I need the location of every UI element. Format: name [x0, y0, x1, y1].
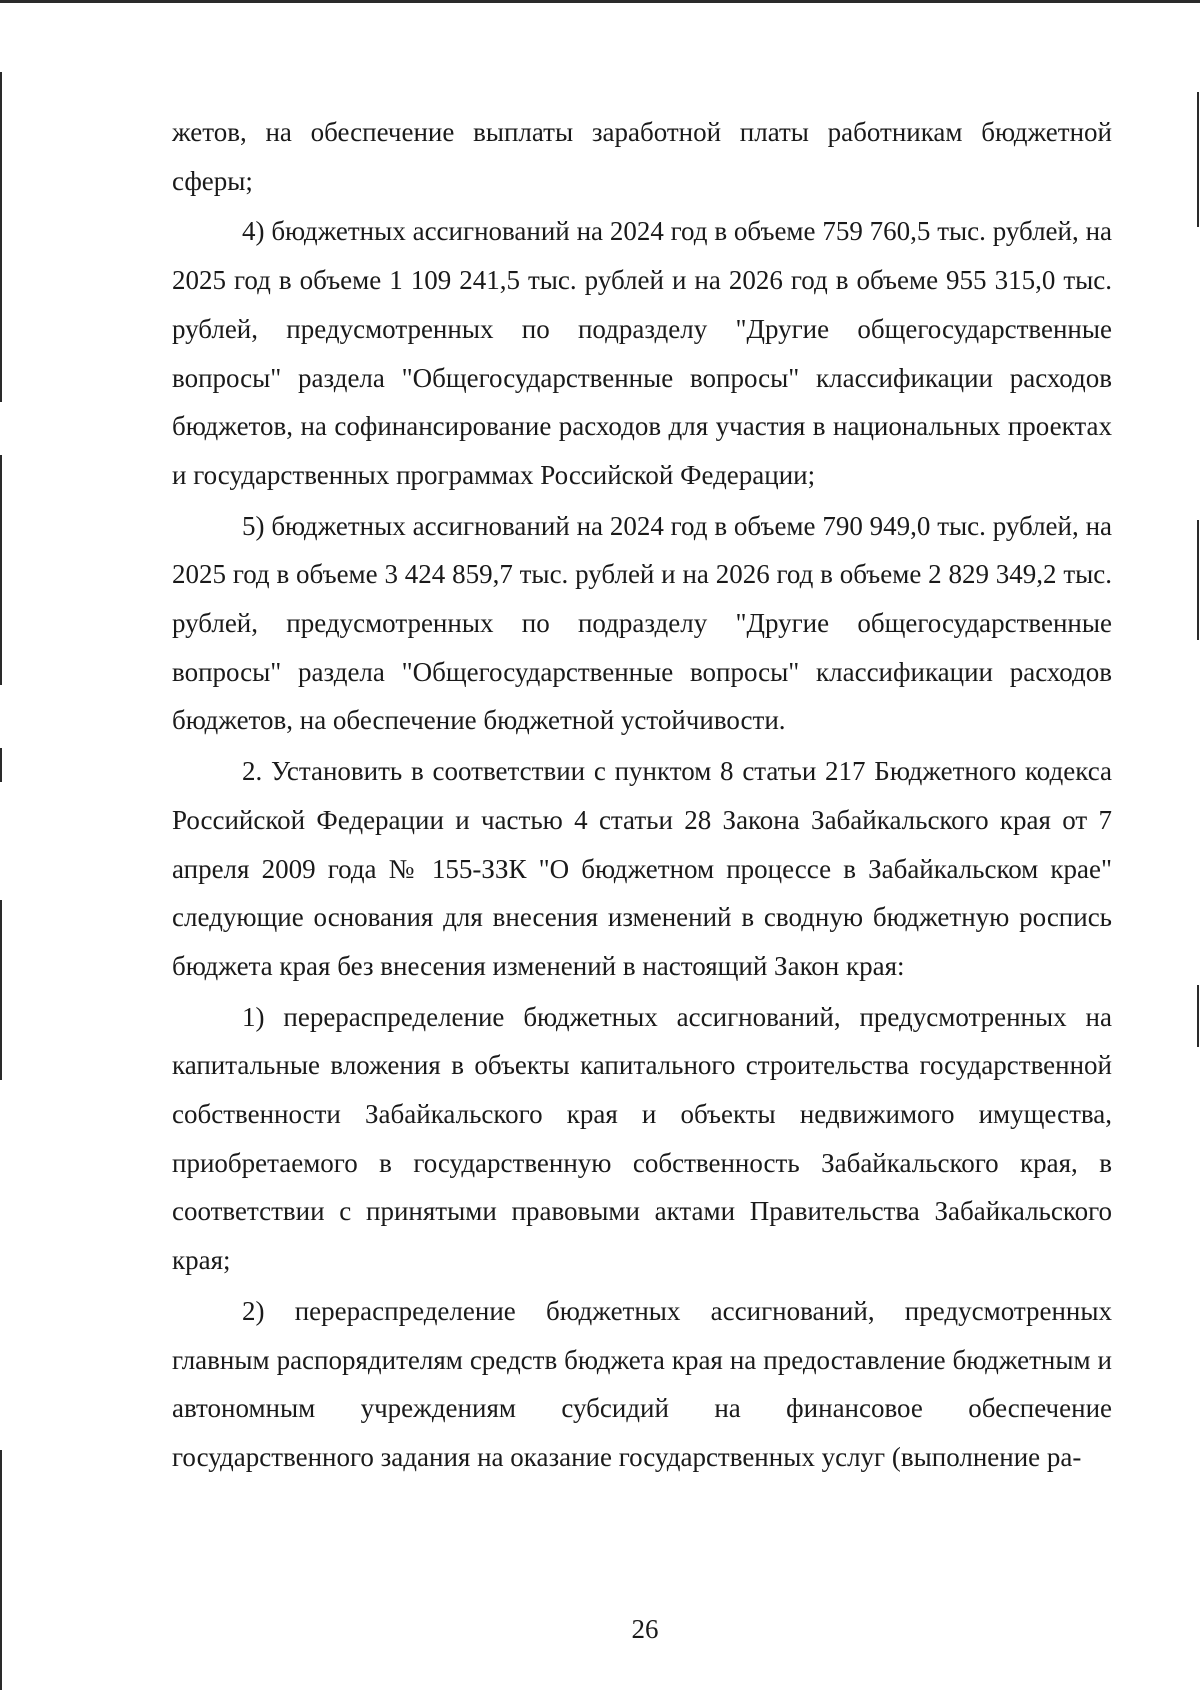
paragraph-continuation: жетов, на обеспечение выплаты заработной платы работникам бюджетной сферы;	[172, 117, 1112, 196]
scan-border-left	[0, 1450, 2, 1690]
scan-border-top	[0, 0, 1200, 3]
scan-border-left	[0, 900, 2, 1080]
scan-border-left	[0, 748, 2, 782]
page-number: 26	[631, 1614, 659, 1644]
paragraph-subitem-1: 1) перераспределение бюджетных ассигнований, предусмотренных на капитальные вложения в объекты капитального строительства государственной собственности Забайкальского края и объекты недвижимого имущества, приобретаемого в государственную собственность Забайкальского края, в соответствии с принятыми правовыми актами Правительства Забайкальского края;	[172, 1001, 1112, 1276]
scan-border-left	[0, 455, 2, 685]
paragraph-item-5: 5) бюджетных ассигнований на 2024 год в объеме 790 949,0 тыс. рублей, на 2025 год в объеме 3 424 859,7 тыс. рублей и на 2026 год в объеме 2 829 349,2 тыс. рублей, предусмотренных по подразделу "Другие общегосударственные вопросы" раздела "Общегосударственные вопросы" классификации расходов бюджетов, на обеспечение бюджетной устойчивости.	[172, 510, 1112, 736]
scan-border-left	[0, 72, 2, 402]
paragraph-item-4: 4) бюджетных ассигнований на 2024 год в объеме 759 760,5 тыс. рублей, на 2025 год в объеме 1 109 241,5 тыс. рублей и на 2026 год в объеме 955 315,0 тыс. рублей, предусмотренных по подразделу "Другие общегосударственные вопросы" раздела "Общегосударственные вопросы" классификации расходов бюджетов, на софинансирование расходов для участия в национальных проектах и государственных программах Российской Федерации;	[172, 216, 1112, 490]
scan-border-right	[1197, 520, 1199, 640]
paragraph-subitem-2: 2) перераспределение бюджетных ассигнований, предусмотренных главным распорядителям средств бюджета края на предоставление бюджетным и автономным учреждениям субсидий на финансовое обеспечение государственного задания на оказание государственных услуг (выполнение ра-	[172, 1295, 1112, 1472]
scan-border-right	[1197, 92, 1199, 227]
document-body	[172, 108, 1112, 1484]
paragraph-clause-2: 2. Установить в соответствии с пунктом 8 статьи 217 Бюджетного кодекса Российской Федерации и частью 4 статьи 28 Закона Забайкальского края от 7 апреля 2009 года № 155-ЗЗК "О бюджетном процессе в Забайкальском крае" следующие основания для внесения изменений в сводную бюджетную роспись бюджета края без внесения изменений в настоящий Закон края:	[172, 756, 1112, 981]
scan-border-right	[1197, 985, 1199, 1047]
